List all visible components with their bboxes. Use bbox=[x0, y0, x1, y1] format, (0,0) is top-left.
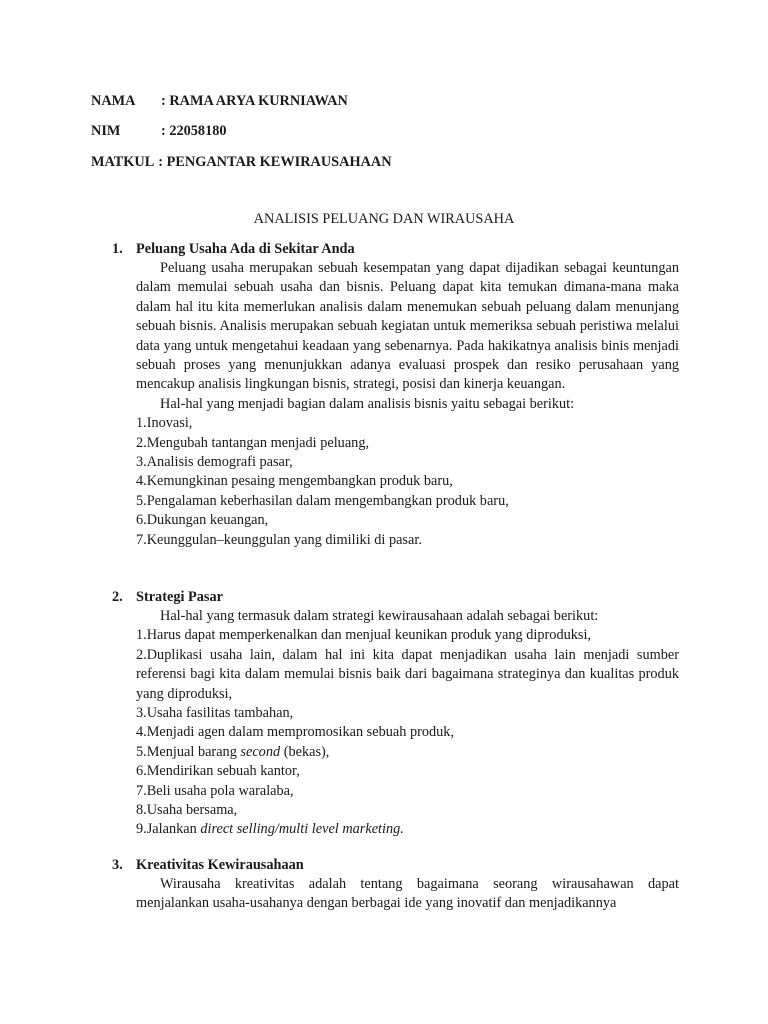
paragraph: Peluang usaha merupakan sebuah kesempatan yang dapat dijadikan sebagai keuntungan dalam memulai sebuah usaha dan bisnis. Peluang dapat kita temukan dimana-mana maka dalam hal itu kita memerlukan analisis dalam menemukan sebuah peluang dalam menunjang sebuah bisnis. Analisis merupakan sebuah kegiatan untuk memeriksa sebuah peristiwa melalui data yang untuk mengetahui keadaan yang sebenarnya. Pada hakikatnya analisis binis menjadi sebuah proses yang menunjukkan adanya evaluasi prospek dan resiko perusahaan yang mencakup analisis lingkungan bisnis, strategi, posisi dan kinerja keuangan. bbox=[136, 260, 679, 393]
paragraph: Hal-hal yang menjadi bagian dalam analisis bisnis yaitu sebagai berikut: bbox=[160, 395, 575, 412]
list-item: 3.Usaha fasilitas tambahan, bbox=[136, 705, 294, 722]
list-item: 2.Duplikasi usaha lain, dalam hal ini kita dapat menjadikan usaha lain menjadi sumber referensi bagi kita dalam memulai bisnis baik dari bagaimana strateginya dan kualitas produk yang diproduksi, bbox=[136, 646, 679, 702]
section-title: Strategi Pasar bbox=[136, 589, 223, 605]
section-peluang-usaha bbox=[112, 240, 679, 550]
nim-row bbox=[91, 121, 227, 141]
list-item: 3.Analisis demografi pasar, bbox=[136, 454, 293, 471]
nim-label: NIM bbox=[91, 123, 121, 139]
nama-value: : RAMA ARYA KURNIAWAN bbox=[161, 93, 348, 109]
list-item: 5.Pengalaman keberhasilan dalam mengembangkan produk baru, bbox=[136, 492, 509, 509]
nama-label: NAMA bbox=[91, 93, 136, 109]
item-emphasis: second bbox=[240, 743, 281, 760]
document-title: ANALISIS PELUANG DAN WIRAUSAHA bbox=[253, 211, 515, 227]
list-item: 7.Beli usaha pola waralaba, bbox=[136, 782, 294, 799]
section-title: Kreativitas Kewirausahaan bbox=[136, 857, 304, 873]
list-item bbox=[136, 820, 679, 839]
item-text: (bekas), bbox=[280, 743, 330, 760]
section-kreativitas bbox=[112, 856, 679, 914]
list-item: 6.Dukungan keuangan, bbox=[136, 512, 269, 529]
nim-value: : 22058180 bbox=[161, 123, 227, 139]
section-title: Peluang Usaha Ada di Sekitar Anda bbox=[136, 241, 355, 257]
matkul-label: MATKUL bbox=[91, 154, 155, 170]
analysis-list bbox=[136, 414, 679, 550]
section-heading bbox=[112, 240, 679, 259]
item-text: 9.Jalankan bbox=[136, 821, 201, 838]
list-item: 4.Kemungkinan pesaing mengembangkan produk baru, bbox=[136, 473, 453, 490]
list-item: 1.Harus dapat memperkenalkan dan menjual keunikan produk yang diproduksi, bbox=[136, 627, 591, 644]
item-emphasis: direct selling/multi level marketing. bbox=[200, 821, 404, 838]
matkul-row bbox=[91, 152, 392, 172]
section-number: 3. bbox=[112, 857, 123, 873]
list-item: 6.Mendirikan sebuah kantor, bbox=[136, 763, 300, 780]
nama-row bbox=[91, 91, 348, 111]
list-item: 4.Menjadi agen dalam mempromosikan sebuah produk, bbox=[136, 724, 455, 741]
list-item bbox=[136, 743, 679, 762]
list-item: 2.Mengubah tantangan menjadi peluang, bbox=[136, 434, 370, 451]
paragraph: Wirausaha kreativitas adalah tentang bagaimana seorang wirausahawan dapat menjalankan usaha-usahanya dengan berbagai ide yang inovatif dan menjadikannya bbox=[136, 876, 679, 912]
list-item: 7.Keunggulan–keunggulan yang dimiliki di pasar. bbox=[136, 531, 422, 548]
section-strategi-pasar bbox=[112, 588, 679, 840]
list-item: 8.Usaha bersama, bbox=[136, 802, 238, 819]
section-number: 2. bbox=[112, 589, 123, 605]
strategy-list bbox=[136, 626, 679, 839]
section-heading bbox=[112, 856, 679, 875]
matkul-value: : PENGANTAR KEWIRAUSAHAAN bbox=[158, 154, 392, 170]
item-text: 5.Menjual barang bbox=[136, 743, 241, 760]
paragraph: Hal-hal yang termasuk dalam strategi kewirausahaan adalah sebagai berikut: bbox=[160, 608, 599, 624]
section-number: 1. bbox=[112, 241, 123, 257]
list-item: 1.Inovasi, bbox=[136, 415, 193, 432]
section-heading bbox=[112, 588, 679, 607]
